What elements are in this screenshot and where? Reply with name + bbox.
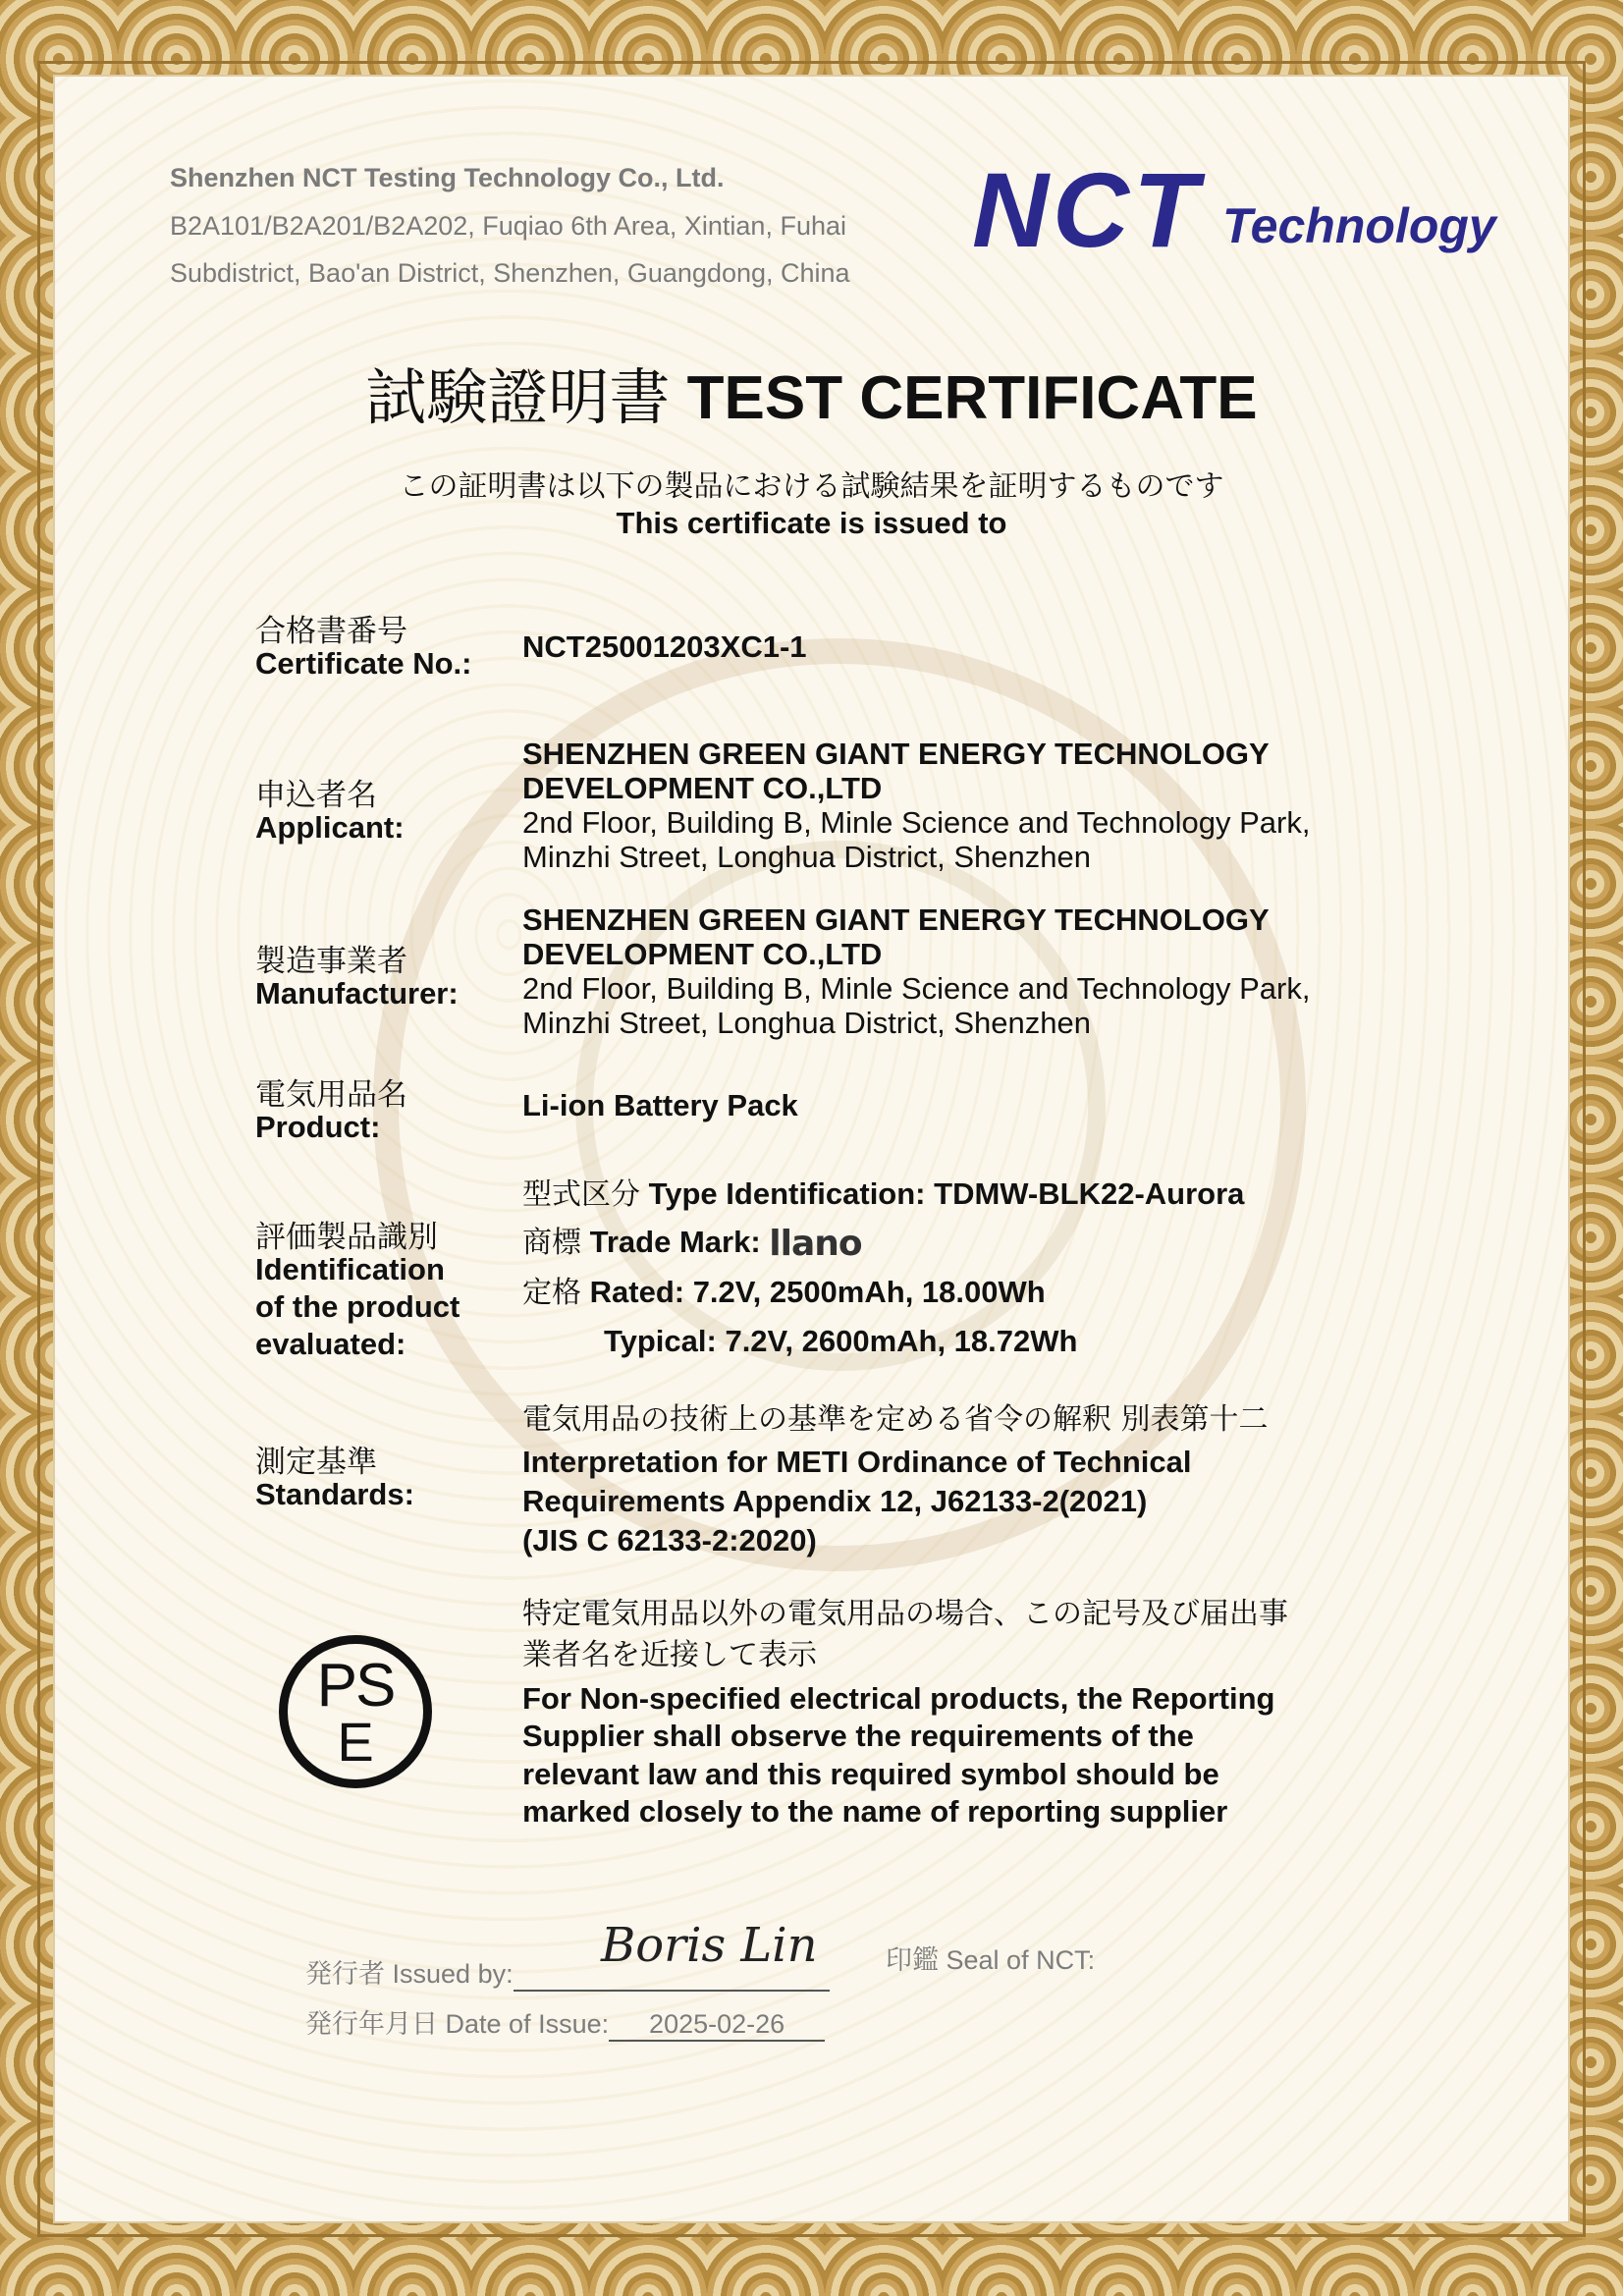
rated-row [522,1275,1426,1310]
identification-label-jp: 評価製品識別 [255,1220,438,1255]
pse-note-en-line4: marked closely to the name of reporting supplier [522,1794,1228,1829]
manufacturer-address-line2: Minzhi Street, Longhua District, Shenzhen [522,1006,1091,1040]
title-jp: 試験證明書 [365,361,671,433]
product-value: Li-ion Battery Pack [522,1088,798,1122]
trademark-row [522,1224,1426,1265]
type-value: TDMW-BLK22-Aurora [934,1176,1245,1211]
typical-value: Typical: 7.2V, 2600mAh, 18.72Wh [604,1324,1078,1358]
manufacturer-label-en: Manufacturer: [255,976,459,1011]
applicant-address-line1: 2nd Floor, Building B, Minle Science and Technology Park, [522,805,1311,840]
standards-jp-line: 電気用品の技術上の基準を定める省令の解釈 別表第十二 [522,1402,1269,1437]
pse-note-jp-line2: 業者名を近接して表示 [522,1638,817,1672]
applicant-name-line1: SHENZHEN GREEN GIANT ENERGY TECHNOLOGY [522,737,1270,771]
identification-label-en-line3: evaluated: [255,1327,406,1361]
trademark-label: Trade Mark: [589,1225,761,1259]
title-en: TEST CERTIFICATE [686,364,1258,432]
trademark-logo: llano [769,1224,862,1265]
company-address-line2: Subdistrict, Bao'an District, Shenzhen, Guangdong, China [170,258,850,288]
pse-mark-icon [279,1635,432,1788]
standards-line3: (JIS C 62133-2:2020) [522,1523,817,1558]
pse-mark-e: E [337,1711,374,1773]
identification-label-en-line2: of the product [255,1289,460,1324]
applicant-label-en: Applicant: [255,810,405,845]
nct-logo: NCT [972,150,1202,269]
type-label: Type Identification: [648,1176,926,1211]
pse-note-jp-line1: 特定電気用品以外の電気用品の場合、この記号及び届出事 [522,1597,1288,1631]
nct-logo-technology: Technology [1222,198,1496,253]
issued-by-label: Issued by: [392,1959,514,1989]
issued-by-jp: 発行者 [305,1959,385,1990]
identification-label-en-line1: Identification [255,1252,445,1286]
date-label: Date of Issue: [445,2009,610,2039]
subtitle-en: This certificate is issued to [616,506,1007,540]
seal-jp: 印鑑 [886,1945,939,1976]
applicant-name-line2: DEVELOPMENT CO.,LTD [522,771,883,805]
pse-note-en-line3: relevant law and this required symbol should be [522,1757,1219,1791]
product-label-en: Product: [255,1110,381,1144]
rated-value: Rated: 7.2V, 2500mAh, 18.00Wh [589,1275,1046,1309]
subtitle-jp: この証明書は以下の製品における試験結果を証明するものです [399,469,1224,504]
manufacturer-label-jp: 製造事業者 [255,944,407,979]
page-title [0,349,1623,436]
type-identification-row [522,1176,1426,1212]
standards-label-en: Standards: [255,1477,414,1511]
seal-label: Seal of NCT: [946,1945,1096,1975]
company-address-line1: B2A101/B2A201/B2A202, Fuqiao 6th Area, Xintian, Fuhai [170,211,846,241]
date-jp: 発行年月日 [305,2009,438,2040]
manufacturer-name-line2: DEVELOPMENT CO.,LTD [522,937,883,971]
certificate-no-value: NCT25001203XC1-1 [522,629,807,664]
certificate-no-label-en: Certificate No.: [255,646,472,681]
signature: Boris Lin [601,1918,818,1973]
pse-note-en-line2: Supplier shall observe the requirements of the [522,1719,1194,1753]
manufacturer-address-line1: 2nd Floor, Building B, Minle Science and Technology Park, [522,971,1311,1006]
standards-line2: Requirements Appendix 12, J62133-2(2021) [522,1484,1148,1518]
product-label-jp: 電気用品名 [255,1077,407,1113]
trademark-jp: 商標 [522,1226,581,1260]
date-of-issue-row [305,2002,825,2042]
certificate-no-label-jp: 合格書番号 [255,614,407,649]
rated-jp: 定格 [522,1276,581,1310]
seal-row [886,1939,1095,1977]
manufacturer-name-line1: SHENZHEN GREEN GIANT ENERGY TECHNOLOGY [522,902,1270,937]
date-value: 2025-02-26 [609,2009,825,2042]
pse-mark-ps: PS [316,1652,395,1720]
standards-line1: Interpretation for METI Ordinance of Technical [522,1445,1192,1479]
pse-note-en-line1: For Non-specified electrical products, the Reporting [522,1681,1275,1716]
type-jp: 型式区分 [522,1177,640,1212]
company-name: Shenzhen NCT Testing Technology Co., Ltd. [170,163,725,192]
standards-label-jp: 測定基準 [255,1445,377,1480]
applicant-address-line2: Minzhi Street, Longhua District, Shenzhen [522,840,1091,874]
applicant-label-jp: 申込者名 [255,778,377,813]
